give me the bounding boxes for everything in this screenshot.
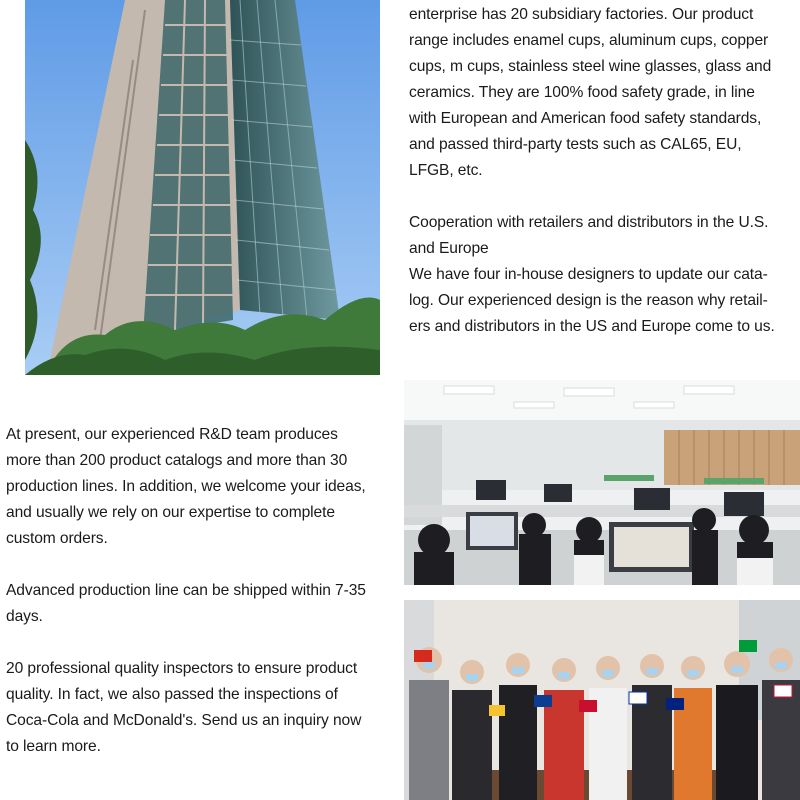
paragraph-line: cups, m cups, stainless steel wine glasses, glass and	[409, 58, 772, 75]
paragraph-line: Advanced production line can be shipped within 7-35	[6, 582, 366, 599]
team-illustration	[404, 600, 800, 800]
office-illustration	[404, 380, 800, 585]
paragraph-line: 20 professional quality inspectors to ensure product	[6, 660, 358, 677]
right-column-text	[409, 2, 800, 340]
paragraph-line: with European and American food safety standards,	[409, 110, 762, 127]
paragraph-line: LFGB, etc.	[409, 162, 483, 179]
building-photo	[25, 0, 380, 375]
paragraph-line: At present, our experienced R&D team produces	[6, 426, 338, 443]
paragraph-line: custom orders.	[6, 530, 108, 547]
building-illustration	[25, 0, 380, 375]
paragraph-line: We have four in-house designers to update our cata-	[409, 266, 768, 283]
team-photo	[404, 600, 800, 800]
paragraph-line: ers and distributors in the US and Europe come to us.	[409, 318, 775, 335]
paragraph-line: production lines. In addition, we welcome your ideas,	[6, 478, 366, 495]
office-photo	[404, 380, 800, 585]
paragraph-line: days.	[6, 608, 43, 625]
paragraph-line: log. Our experienced design is the reason why retail-	[409, 292, 768, 309]
left-column-text	[6, 422, 398, 760]
paragraph-line: and passed third-party tests such as CAL65, EU,	[409, 136, 742, 153]
paragraph-line: quality. In fact, we also passed the inspections of	[6, 686, 338, 703]
paragraph-line: more than 200 product catalogs and more than 30	[6, 452, 348, 469]
paragraph-line: ceramics. They are 100% food safety grade, in line	[409, 84, 755, 101]
paragraph-line: Coca-Cola and McDonald's. Send us an inquiry now	[6, 712, 362, 729]
paragraph-line: enterprise has 20 subsidiary factories. Our product	[409, 6, 754, 23]
paragraph-line: and usually we rely on our expertise to complete	[6, 504, 335, 521]
paragraph-line: Cooperation with retailers and distributors in the U.S.	[409, 214, 769, 231]
paragraph-line: range includes enamel cups, aluminum cups, copper	[409, 32, 769, 49]
paragraph-line: and Europe	[409, 240, 489, 257]
paragraph-line: to learn more.	[6, 738, 101, 755]
